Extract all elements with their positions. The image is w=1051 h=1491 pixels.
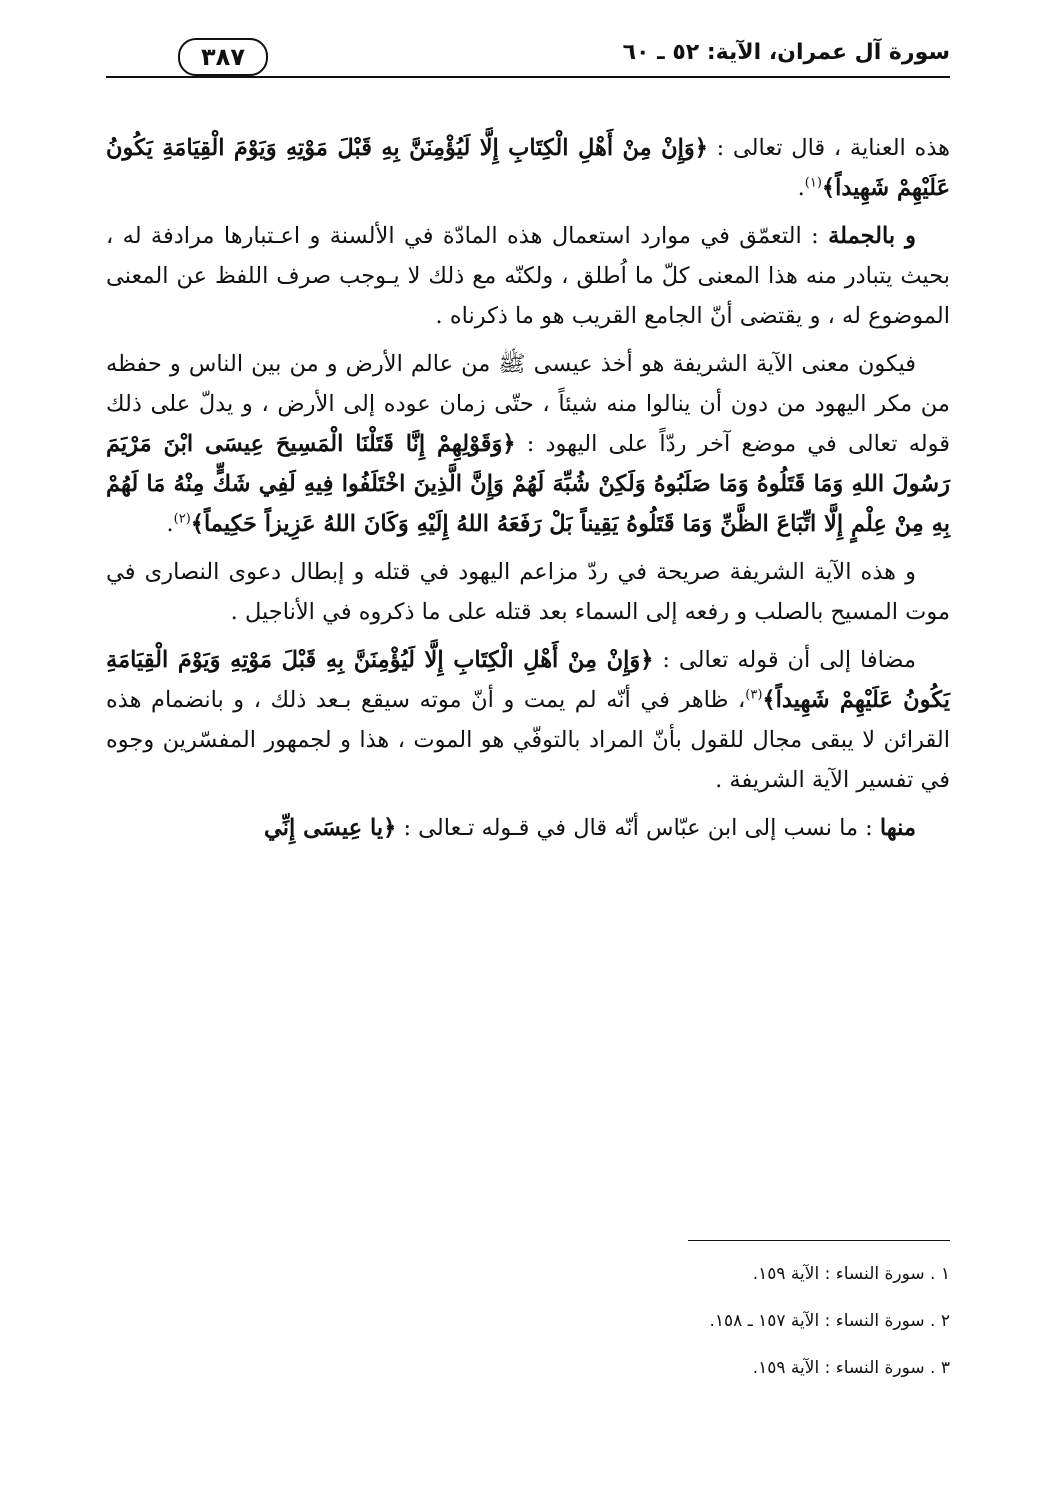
text-run: . (166, 511, 174, 537)
text-run: مضافا إلى أن قوله تعالى : (653, 647, 916, 673)
quran-verse: ﴿يا عِيسَى إِنِّي (264, 815, 397, 841)
footnotes (106, 1262, 950, 1403)
quran-verse: ﴿وَقَوْلِهِمْ إِنَّا قَتَلْنَا الْمَسِيحَ عِيسَى ابْنَ مَرْيَمَ رَسُولَ اللهِ وَمَا قَتَلُوهُ وَمَا صَلَبُوهُ وَلَكِنْ شُبِّهَ لَهُمْ وَإِنَّ الَّذِينَ اخْتَلَفُوا فِيهِ لَفِي شَكٍّ مِنْهُ مَا لَهُمْ بِهِ مِنْ عِلْمٍ إِلَّا اتِّبَاعَ الظَّنِّ وَمَا قَتَلُوهُ يَقِيناً بَلْ رَفَعَهُ اللهُ إِلَيْهِ وَكَانَ اللهُ عَزِيزاً حَكِيماً﴾ (106, 431, 950, 537)
main-text (106, 128, 950, 848)
text-run: . (797, 175, 805, 201)
lead-word: منها (879, 815, 916, 841)
running-title: سورة آل عمران، الآية: ٥٢ ـ ٦٠ (622, 40, 950, 65)
text-run: و هذه الآية الشريفة صريحة في ردّ مزاعم اليهود في قتله و إبطال دعوى النصارى في موت المسيح بالصلب و رفعه إلى السماء بعد قتله على ما ذكروه في الأناجيل . (106, 559, 950, 625)
footnote: ١ . سورة النساء : الآية ١٥٩. (752, 1264, 950, 1284)
footnote-separator (688, 1240, 950, 1241)
paragraph (106, 128, 950, 208)
paragraph (106, 552, 950, 632)
header-rule (106, 76, 950, 78)
page-header (106, 38, 950, 82)
text-run: هذه العناية ، قال تعالى : (707, 135, 950, 161)
lead-word: و بالجملة (828, 223, 916, 249)
footnote-marker: (٣) (745, 687, 763, 703)
footnote: ٢ . سورة النساء : الآية ١٥٧ ـ ١٥٨. (709, 1311, 950, 1331)
quran-verse: ﴿وَإِنْ مِنْ أَهْلِ الْكِتَابِ إِلَّا لَيُؤْمِنَنَّ بِهِ قَبْلَ مَوْتِهِ وَيَوْمَ الْقِيَامَةِ يَكُونُ عَلَيْهِمْ شَهِيداً﴾ (106, 647, 950, 713)
footnote: ٣ . سورة النساء : الآية ١٥٩. (752, 1358, 950, 1378)
text-run: : ما نسب إلى ابن عبّاس أنّه قال في قـوله تـعالى : (396, 815, 880, 841)
footnote-marker: (٢) (173, 511, 191, 527)
text-run: : التعمّق في موارد استعمال هذه المادّة في الألسنة و اعـتبارها مرادفة له ، بحيث يتبادر منه هذا المعنى كلّ ما اُطلق ، ولكنّه مع ذلك لا يـوجب صرف اللفظ عن المعنى الموضوع له ، و يقتضى أنّ الجامع القريب هو ما ذكرناه . (106, 223, 950, 329)
paragraph (106, 808, 950, 848)
text-run: فيكون معنى الآية الشريفة هو أخذ عيسى ﷺ من عالم الأرض و من بين الناس و حفظه من مكر اليهود من دون أن ينالوا منه شيئاً ، حتّى زمان عوده إلى الأرض ، و يدلّ على ذلك قوله تعالى في موضع آخر ردّاً على اليهود : (106, 351, 950, 457)
text-run: ، ظاهر في أنّه لم يمت و أنّ موته سيقع بـعد ذلك ، و بانضمام هذه القرائن لا يبقى مجال للقول بأنّ المراد بالتوفّي هو الموت ، هذا و لجمهور المفسّرين وجوه في تفسير الآية الشريفة . (106, 687, 950, 793)
footnote-marker: (١) (804, 175, 822, 191)
paragraph (106, 640, 950, 800)
quran-verse: ﴿وَإِنْ مِنْ أَهْلِ الْكِتَابِ إِلَّا لَيُؤْمِنَنَّ بِهِ قَبْلَ مَوْتِهِ وَيَوْمَ الْقِيَامَةِ يَكُونُ عَلَيْهِمْ شَهِيداً﴾ (106, 135, 950, 201)
page-number: ٣٨٧ (178, 38, 268, 76)
paragraph (106, 344, 950, 544)
paragraph (106, 216, 950, 336)
